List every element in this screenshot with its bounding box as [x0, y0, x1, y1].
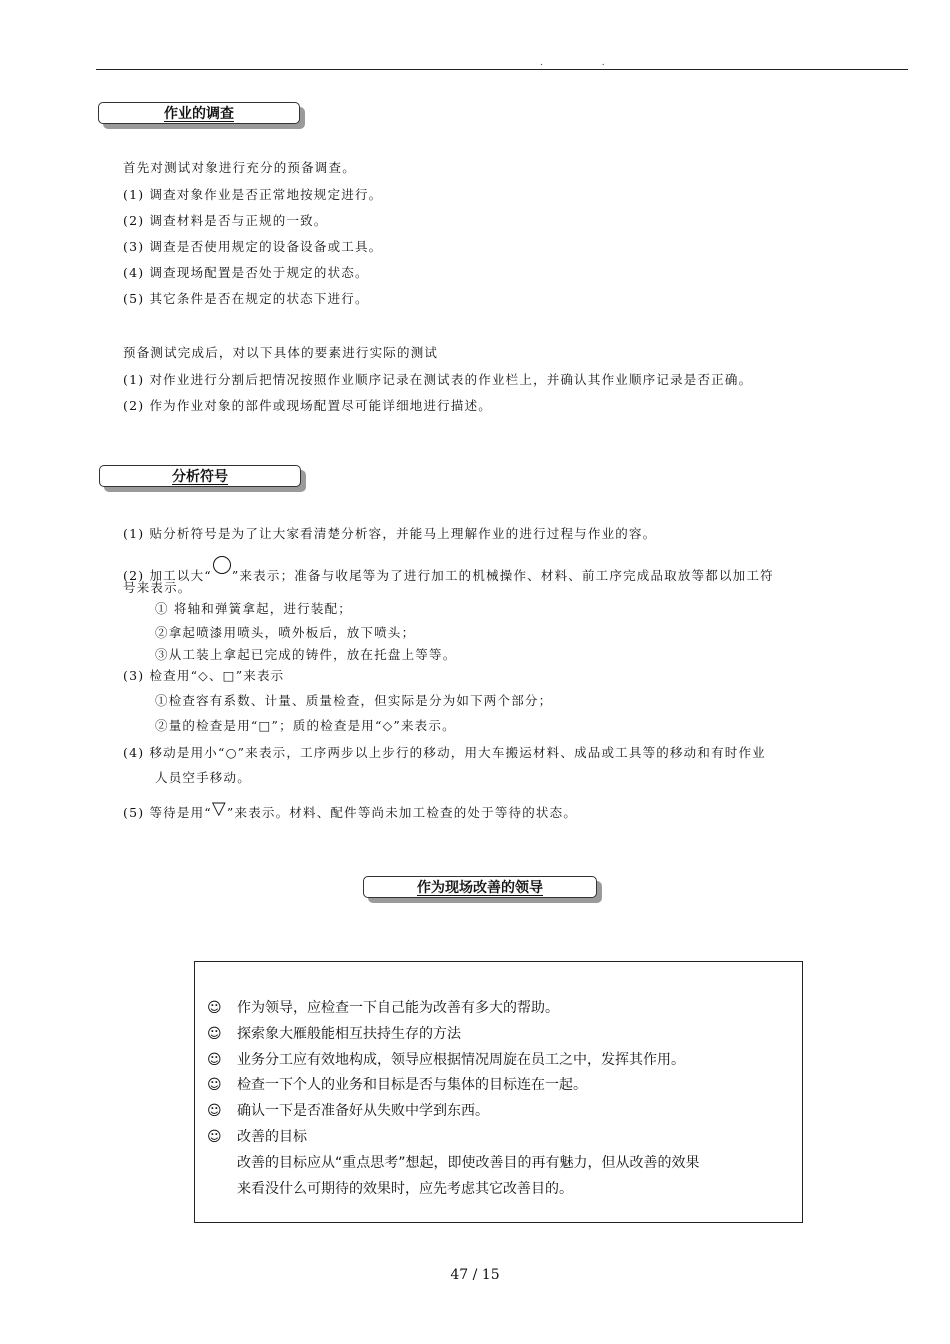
- leadership-item: [207, 1126, 307, 1146]
- smiley-icon: ☺: [207, 1129, 222, 1145]
- symbols-p5-text: ”来表示。材料、配件等尚未加工检查的处于等待的状态。: [226, 805, 578, 820]
- symbols-p2-cont: 号来表示。: [123, 580, 192, 595]
- smiley-icon: ☺: [207, 1103, 222, 1119]
- section-title-survey: [98, 102, 300, 124]
- symbols-p4-cont: 人员空手移动。: [155, 770, 251, 785]
- smiley-icon: ☺: [207, 1000, 222, 1016]
- symbols-p2-sub: ③从工装上拿起已完成的铸件，放在托盘上等等。: [155, 647, 457, 662]
- survey-item: (4) 调查现场配置是否处于规定的状态。: [123, 265, 369, 280]
- leadership-item-text: 改善的目标: [237, 1129, 307, 1145]
- leadership-item: [207, 1049, 685, 1069]
- survey-intro-2: 预备测试完成后，对以下具体的要素进行实际的测试: [123, 345, 439, 360]
- leadership-item-text: 检查一下个人的业务和目标是否与集体的目标连在一起。: [237, 1077, 587, 1093]
- survey-item: (1) 调查对象作业是否正常地按规定进行。: [123, 187, 383, 202]
- symbols-p4: (4) 移动是用小“○”来表示，工序两步以上步行的移动，用大车搬运材料、成品或工具等的移动和有时作业: [123, 745, 766, 760]
- symbols-p2-sub: ① 将轴和弹簧拿起，进行装配；: [155, 601, 352, 616]
- section-title-leadership: [363, 876, 597, 898]
- leadership-box: [194, 961, 803, 1223]
- leadership-item-text: 探索象大雁般能相互扶持生存的方法: [237, 1026, 461, 1042]
- header-dots: . .: [540, 58, 633, 68]
- section-title-symbols-label: 分析符号: [172, 468, 228, 484]
- smiley-icon: ☺: [207, 1052, 222, 1068]
- page-number: 47 / 15: [450, 1267, 500, 1283]
- survey-item: (5) 其它条件是否在规定的状态下进行。: [123, 291, 369, 306]
- symbols-p2-text: ”来表示；准备与收尾等为了进行加工的机械操作、材料、前工序完成品取放等都以加工符: [231, 568, 774, 583]
- section-title-leadership-label: 作为现场改善的领导: [417, 879, 543, 895]
- large-circle-icon: [213, 556, 231, 574]
- survey-item-2: (1) 对作业进行分割后把情况按照作业顺序记录在测试表的作业栏上，并确认其作业顺序记录是否正确。: [123, 372, 753, 387]
- survey-item: (3) 调查是否使用规定的设备设备或工具。: [123, 239, 383, 254]
- symbols-p3-sub: ①检查容有系数、计量、质量检查，但实际是分为如下两个部分；: [155, 693, 553, 708]
- smiley-icon: ☺: [207, 1077, 222, 1093]
- leadership-item-text: 确认一下是否准备好从失败中学到东西。: [237, 1103, 489, 1119]
- leadership-item-text: 业务分工应有效地构成，领导应根据情况周旋在员工之中，发挥其作用。: [237, 1052, 685, 1068]
- leadership-item-text: 作为领导，应检查一下自己能为改善有多大的帮助。: [237, 1000, 559, 1016]
- symbols-p2-sub: ②拿起喷漆用喷头，喷外板后，放下喷头；: [155, 625, 416, 640]
- symbols-p3-sub: ②量的检查是用“□”；质的检查是用“◇”来表示。: [155, 718, 456, 733]
- leadership-detail: 来看没什么可期待的效果时，应先考虑其它改善目的。: [237, 1181, 573, 1197]
- leadership-item: [207, 1100, 489, 1120]
- symbols-p2: [123, 556, 774, 584]
- symbols-p1: (1) 贴分析符号是为了让大家看清楚分析容，并能马上理解作业的进行过程与作业的容。: [123, 526, 657, 541]
- survey-intro: 首先对测试对象进行充分的预备调查。: [123, 160, 356, 175]
- symbols-p3: (3) 检查用“◇、□”来表示: [123, 668, 285, 683]
- triangle-down-icon: ▽: [211, 798, 227, 819]
- symbols-p5: [123, 798, 577, 821]
- section-title-survey-label: 作业的调查: [164, 105, 234, 121]
- leadership-item: [207, 997, 559, 1017]
- survey-item-2: (2) 作为作业对象的部件或现场配置尽可能详细地进行描述。: [123, 398, 492, 413]
- leadership-item: [207, 1023, 461, 1043]
- header-rule: [96, 69, 908, 70]
- symbols-p5-prefix: (5) 等待是用“: [123, 805, 212, 820]
- smiley-icon: ☺: [207, 1026, 222, 1042]
- leadership-detail: 改善的目标应从“重点思考”想起，即使改善目的再有魅力，但从改善的效果: [237, 1155, 700, 1171]
- leadership-item: [207, 1074, 587, 1094]
- symbols-p2-prefix: (2) 加工以大“: [123, 568, 212, 583]
- section-title-symbols: [99, 465, 301, 487]
- survey-item: (2) 调查材料是否与正规的一致。: [123, 213, 328, 228]
